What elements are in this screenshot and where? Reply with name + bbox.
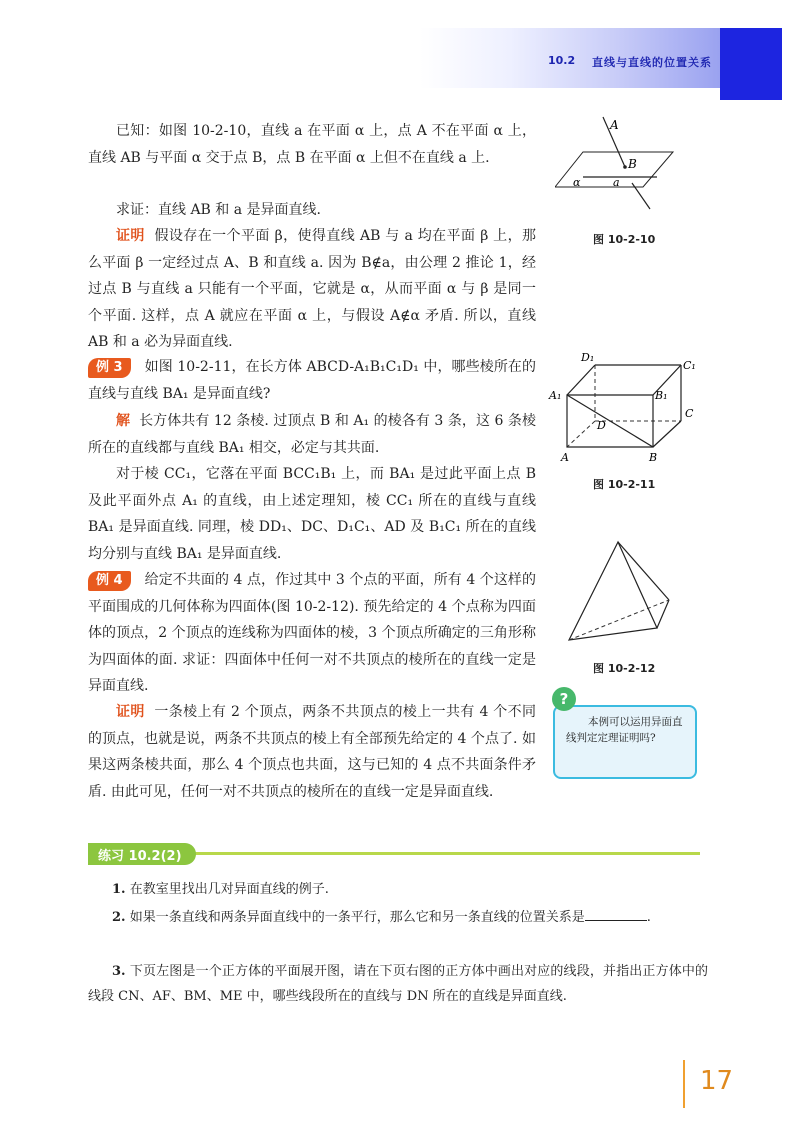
- label-d: D: [597, 419, 606, 432]
- label-a: A: [561, 451, 569, 464]
- label-c1: C₁: [683, 359, 696, 372]
- figure-cuboid: [545, 345, 705, 465]
- answer-blank[interactable]: [585, 906, 647, 921]
- example4-paragraph: 例 4 给定不共面的 4 点，作过其中 3 个点的平面，所有 4 个这样的平面围成的几何体称为四面体(图 10-2-12). 预先给定的 4 个点称为四面体的顶点，2 个顶点的连线称为四面体的棱，3 个顶点所确定的三角形称为四面体的面. 求证：四面体中任何一对不共顶点的棱所在的直线一定是异面直线.: [88, 572, 536, 694]
- header-section-number: 10.2: [548, 54, 576, 67]
- example4-badge: 例 4: [88, 571, 131, 591]
- example3-paragraph: 例 3 如图 10-2-11，在长方体 ABCD-A₁B₁C₁D₁ 中，哪些棱所在的直线与直线 BA₁ 是异面直线?: [88, 359, 536, 402]
- prove-paragraph: 求证：直线 AB 和 a 是异面直线.: [116, 202, 321, 218]
- label-alpha: α: [573, 176, 581, 189]
- label-a-line: a: [613, 176, 620, 189]
- exercise-title: 练习 10.2(2): [98, 849, 182, 864]
- question-icon: ?: [552, 687, 576, 711]
- solution3b-paragraph: 对于棱 CC₁，它落在平面 BCC₁B₁ 上，而 BA₁ 是过此平面上点 B 及此平面外点 A₁ 的直线，由上述定理知，棱 CC₁ 所在的直线与直线 BA₁ 是异面直线. 同理，棱 DD₁、DC、D₁C₁、AD 及 B₁C₁ 所在的直线均分别与直线 BA₁ 是异面直线.: [88, 466, 536, 562]
- page-number: 17: [700, 1066, 734, 1096]
- figure-caption: 图 10-2-12: [593, 662, 656, 675]
- label-b1: B₁: [655, 389, 668, 402]
- figure-caption: 图 10-2-10: [593, 233, 656, 246]
- figure-caption: 图 10-2-11: [593, 478, 656, 491]
- point-b: [623, 165, 627, 169]
- solution-label: 解: [116, 413, 131, 429]
- figure-plane-line: [555, 115, 695, 215]
- edge-bc: [653, 421, 681, 447]
- label-b-point: B: [628, 157, 637, 171]
- example3-badge: 例 3: [88, 358, 131, 378]
- exercise-question-1: 1. 在教室里找出几对异面直线的例子.: [112, 882, 329, 897]
- tetra-edge-back: [618, 542, 669, 600]
- exercise-question-3: 3. 下页左图是一个正方体的平面展开图，请在下页右图的正方体中画出对应的线段，并指出正方体中的线段 CN、AF、BM、ME 中，哪些线段所在的直线与 DN 所在的直线是异面直线.: [88, 964, 708, 1004]
- given-paragraph: 已知：如图 10-2-10，直线 a 在平面 α 上，点 A 不在平面 α 上，直线 AB 与平面 α 交于点 B，点 B 在平面 α 上但不在直线 a 上.: [88, 123, 536, 166]
- label-b: B: [649, 451, 658, 464]
- proof-label: 证明: [116, 228, 145, 244]
- edge-a1d1: [567, 365, 595, 395]
- figure-tetrahedron: [565, 538, 675, 648]
- hint-text: 本例可以运用异面直线判定定理证明吗?: [566, 716, 683, 744]
- exercise-question-2: 2. 如果一条直线和两条异面直线中的一条平行，那么它和另一条直线的位置关系是 .: [88, 906, 708, 931]
- tetra-front-face: [569, 542, 657, 640]
- proof-label: 证明: [116, 704, 145, 720]
- edge-da: [567, 421, 595, 447]
- proof1-paragraph: 证明 假设存在一个平面 β，使得直线 AB 与 a 均在平面 β 上，那么平面 β 一定经过点 A、B 和直线 a. 因为 B∉a，由公理 2 推论 1，经过点 B 与直线 a 只能有一个平面，它就是 α，从而平面 α 与 β 是同一个平面. 这样，点 A 就应在平面 α 上，与假设 A∉α 矛盾. 所以，直线 AB 和 a 必为异面直线.: [88, 228, 536, 350]
- label-d1: D₁: [581, 351, 595, 364]
- label-a1: A₁: [549, 389, 562, 402]
- tetra-edge-right: [657, 600, 669, 628]
- solution3-paragraph: 解 长方体共有 12 条棱. 过顶点 B 和 A₁ 的棱各有 3 条，这 6 条棱所在的直线都与直线 BA₁ 相交，必定与其共面.: [88, 413, 536, 456]
- proof2-paragraph: 证明 一条棱上有 2 个顶点，两条不共顶点的棱上一共有 4 个不同的顶点，也就是说，两条不共顶点的棱上有全部预先给定的 4 个点了. 如果这两条棱共面，那么 4 个顶点也共面，这与已知的 4 点不共面条件矛盾. 由此可见，任何一对不共顶点的棱所在的直线一定是异面直线.: [88, 704, 536, 800]
- header-section-title: 直线与直线的位置关系: [592, 56, 712, 69]
- header-color-block: [720, 28, 782, 100]
- label-a-point: A: [610, 118, 619, 132]
- label-c: C: [685, 407, 694, 420]
- page-number-rule: [683, 1060, 685, 1108]
